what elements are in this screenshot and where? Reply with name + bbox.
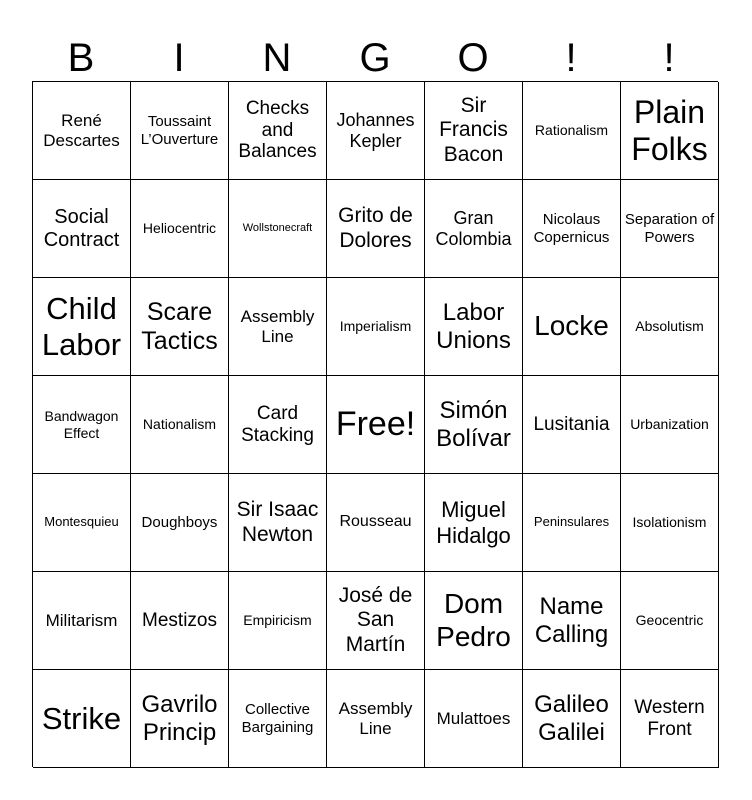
header-letter-g: G	[359, 36, 391, 80]
bingo-cell-text: Absolutism	[635, 318, 704, 335]
bingo-cell-text: Empiricism	[243, 612, 312, 629]
bingo-cell[interactable]	[33, 278, 131, 376]
bingo-cell[interactable]	[229, 180, 327, 278]
bingo-cell[interactable]	[33, 180, 131, 278]
bingo-cell-text: Scare Tactics	[141, 297, 218, 355]
bingo-header	[32, 34, 718, 82]
bingo-cell-text: Mulattoes	[436, 708, 511, 728]
bingo-cell-text: Social Contract	[43, 205, 120, 251]
header-exclamation-1: !	[565, 36, 577, 80]
bingo-cell[interactable]	[229, 278, 327, 376]
bingo-cell-text: Peninsulares	[533, 514, 610, 530]
bingo-cell[interactable]	[33, 474, 131, 572]
header-letter-o: O	[457, 36, 489, 80]
bingo-cell-text: Child Labor	[41, 290, 122, 362]
bingo-cell[interactable]	[425, 82, 523, 180]
bingo-cell[interactable]	[33, 376, 131, 474]
bingo-cell-text: Gavrilo Princip	[141, 690, 218, 746]
bingo-cell-text: Nationalism	[142, 416, 217, 433]
bingo-cell[interactable]	[33, 82, 131, 180]
bingo-cell[interactable]	[523, 572, 621, 670]
bingo-cell-text: Miguel Hidalgo	[436, 497, 511, 548]
bingo-cell[interactable]	[229, 670, 327, 768]
bingo-cell-text: Western Front	[634, 696, 705, 740]
bingo-cell[interactable]	[425, 180, 523, 278]
bingo-cell[interactable]	[327, 278, 425, 376]
bingo-cell[interactable]	[327, 670, 425, 768]
bingo-cell-text: Assembly Line	[240, 306, 315, 346]
bingo-cell-text: Locke	[534, 310, 609, 342]
bingo-cell[interactable]	[131, 180, 229, 278]
bingo-cell[interactable]	[621, 572, 719, 670]
bingo-cell[interactable]	[523, 474, 621, 572]
bingo-cell-text: Bandwagon Effect	[44, 408, 119, 441]
bingo-cell[interactable]	[621, 82, 719, 180]
bingo-cell[interactable]	[523, 180, 621, 278]
bingo-cell-text: Wollstonecraft	[242, 222, 313, 235]
bingo-cell[interactable]	[131, 82, 229, 180]
bingo-cell[interactable]	[425, 474, 523, 572]
bingo-cell-text: Sir Francis Bacon	[439, 94, 508, 166]
header-letter-n: N	[262, 36, 292, 80]
bingo-cell-text: Sir Isaac Newton	[236, 498, 319, 546]
bingo-cell[interactable]	[621, 180, 719, 278]
bingo-cell-text: Lusitania	[533, 413, 610, 435]
bingo-cell-text: Militarism	[45, 610, 118, 630]
bingo-cell[interactable]	[229, 572, 327, 670]
bingo-card-grid	[32, 81, 718, 767]
bingo-cell-text: Johannes Kepler	[336, 109, 415, 151]
header-exclamation-2: !	[663, 36, 675, 80]
bingo-cell[interactable]	[621, 278, 719, 376]
bingo-cell[interactable]	[523, 376, 621, 474]
bingo-cell[interactable]	[327, 82, 425, 180]
bingo-cell-text: Rousseau	[339, 513, 412, 531]
bingo-cell[interactable]	[425, 572, 523, 670]
bingo-cell[interactable]	[229, 474, 327, 572]
header-letter-b: B	[67, 36, 95, 80]
bingo-cell-text: Rationalism	[534, 122, 609, 139]
bingo-cell-text: Assembly Line	[338, 698, 413, 738]
bingo-cell[interactable]	[229, 82, 327, 180]
bingo-cell-text: Simón Bolívar	[436, 396, 511, 452]
bingo-cell[interactable]	[523, 278, 621, 376]
bingo-cell-text: Doughboys	[141, 513, 218, 531]
bingo-cell-text: Geocentric	[635, 612, 704, 629]
bingo-cell-text: Heliocentric	[142, 220, 217, 237]
bingo-cell[interactable]	[621, 670, 719, 768]
bingo-cell-text: Card Stacking	[241, 402, 314, 446]
bingo-cell[interactable]	[33, 572, 131, 670]
bingo-cell[interactable]	[131, 670, 229, 768]
bingo-cell[interactable]	[131, 278, 229, 376]
bingo-cell[interactable]	[229, 376, 327, 474]
bingo-cell[interactable]	[327, 474, 425, 572]
bingo-cell-text: Toussaint L’Ouverture	[140, 113, 219, 148]
bingo-cell[interactable]	[425, 376, 523, 474]
bingo-cell[interactable]	[621, 376, 719, 474]
bingo-cell[interactable]	[327, 572, 425, 670]
bingo-cell[interactable]	[131, 572, 229, 670]
bingo-cell-text: Strike	[41, 700, 122, 736]
bingo-cell-text: Free!	[335, 404, 416, 443]
bingo-cell-text: Montesquieu	[44, 514, 119, 530]
bingo-cell-text: Dom Pedro	[436, 588, 511, 652]
bingo-cell-text: René Descartes	[43, 110, 120, 150]
bingo-cell-text: Checks and Balances	[238, 97, 317, 163]
bingo-cell[interactable]	[327, 180, 425, 278]
bingo-cell-text: Name Calling	[534, 592, 609, 648]
bingo-cell[interactable]	[33, 670, 131, 768]
bingo-cell[interactable]	[523, 82, 621, 180]
bingo-cell-text: Galileo Galilei	[534, 690, 609, 746]
bingo-cell-text: Labor Unions	[436, 298, 511, 354]
bingo-cell[interactable]	[131, 376, 229, 474]
bingo-cell[interactable]	[523, 670, 621, 768]
bingo-cell-text: Gran Colombia	[435, 207, 512, 249]
bingo-cell[interactable]	[425, 278, 523, 376]
bingo-cell-text: Isolationism	[632, 514, 707, 531]
bingo-cell-text: Separation of Powers	[624, 211, 715, 246]
bingo-cell[interactable]	[425, 670, 523, 768]
bingo-cell[interactable]	[621, 474, 719, 572]
bingo-cell-text: Collective Bargaining	[241, 701, 314, 736]
bingo-cell-text: José de San Martín	[338, 584, 413, 656]
bingo-cell-text: Grito de Dolores	[338, 204, 413, 252]
bingo-cell-text: Mestizos	[142, 609, 217, 631]
bingo-cell-text: Plain Folks	[631, 93, 708, 167]
bingo-cell-text: Urbanization	[630, 416, 709, 433]
bingo-cell[interactable]	[131, 474, 229, 572]
header-letter-i: I	[173, 36, 185, 80]
bingo-cell[interactable]	[327, 376, 425, 474]
bingo-cell-text: Nicolaus Copernicus	[533, 211, 610, 246]
bingo-cell-text: Imperialism	[339, 318, 412, 335]
